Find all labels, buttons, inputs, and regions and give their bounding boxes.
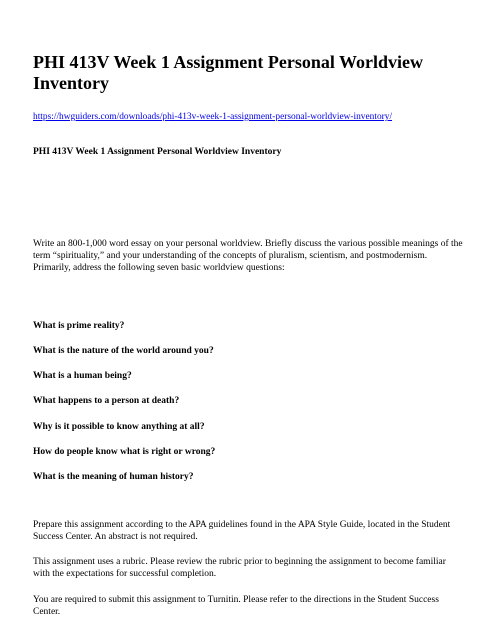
- question-4: What happens to a person at death?: [33, 396, 180, 406]
- question-6: How do people know what is right or wrong?: [33, 447, 216, 457]
- question-3: What is a human being?: [33, 371, 132, 381]
- question-5: Why is it possible to know anything at all?: [33, 422, 205, 432]
- turnitin-paragraph: You are required to submit this assignment to Turnitin. Please refer to the directions in the Student Success Center.: [33, 595, 439, 617]
- document-subtitle: PHI 413V Week 1 Assignment Personal Worldview Inventory: [33, 147, 282, 157]
- question-7: What is the meaning of human history?: [33, 472, 194, 482]
- question-1: What is prime reality?: [33, 321, 125, 331]
- source-link[interactable]: https://hwguiders.com/downloads/phi-413v-week-1-assignment-personal-worldview-inventory/: [33, 112, 393, 122]
- apa-paragraph: Prepare this assignment according to the APA guidelines found in the APA Style Guide, located in the Student Success Center. An abstract is not required.: [33, 520, 451, 542]
- document-title: PHI 413V Week 1 Assignment Personal Worldview Inventory: [33, 52, 424, 93]
- question-2: What is the nature of the world around you?: [33, 346, 214, 356]
- intro-paragraph: Write an 800-1,000 word essay on your personal worldview. Briefly discuss the various possible meanings of the term “spirituality,” and your understanding of the concepts of pluralism, scientism, and postmodernism. Primarily, address the following seven basic worldview questions:: [33, 239, 463, 273]
- rubric-paragraph: This assignment uses a rubric. Please review the rubric prior to beginning the assignment to become familiar with the expectations for successful completion.: [33, 557, 446, 579]
